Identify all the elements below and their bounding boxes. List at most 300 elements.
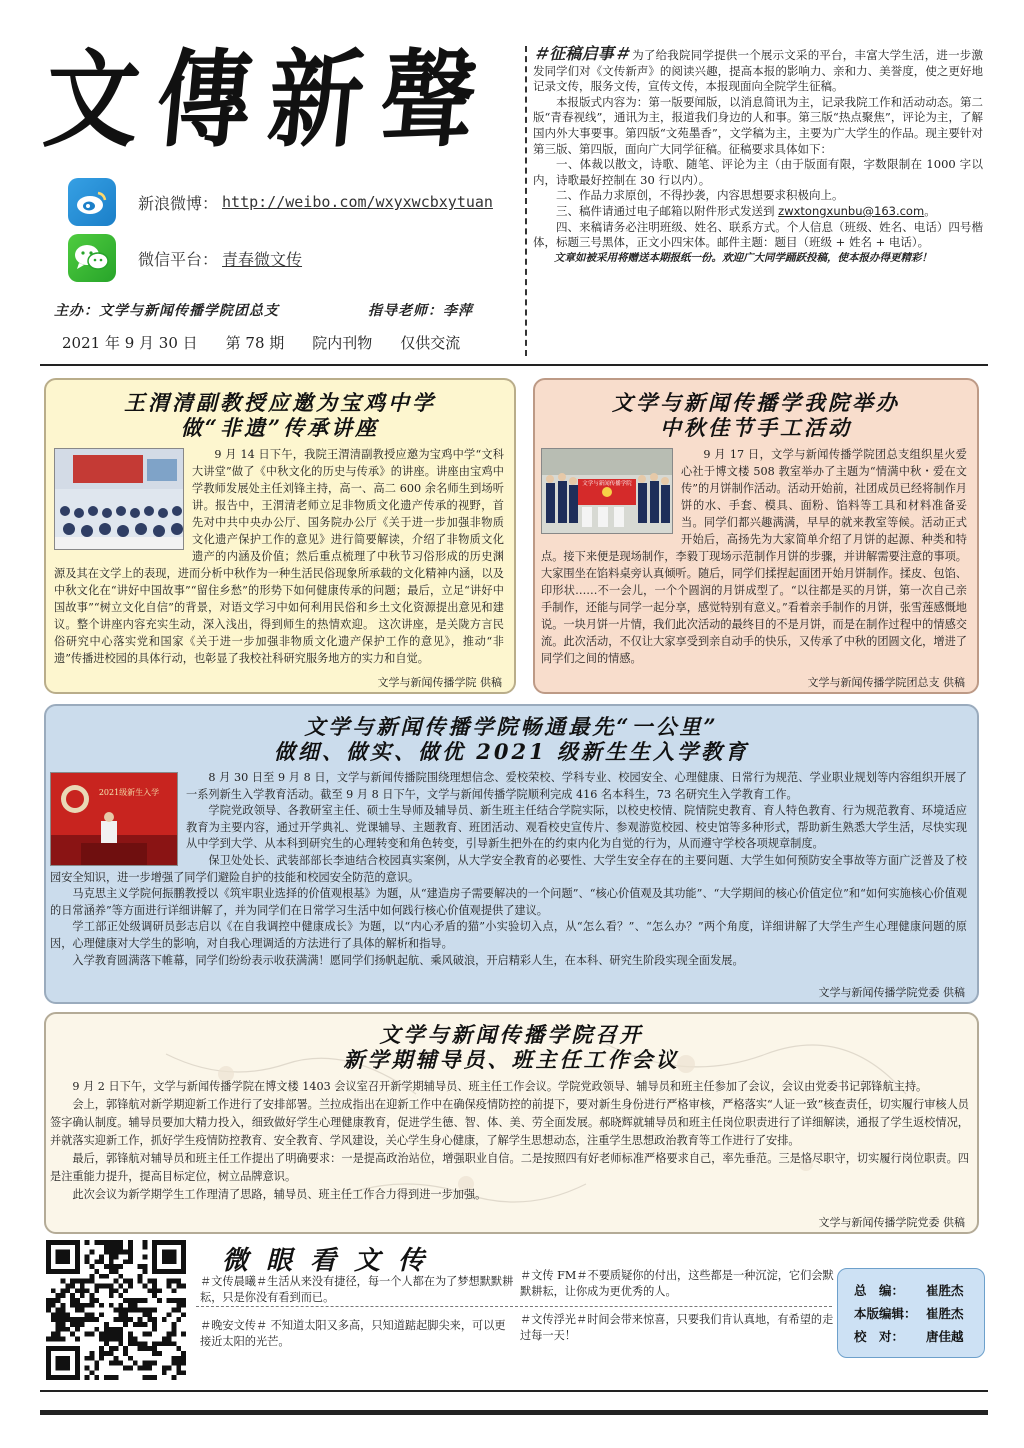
weibo-row	[68, 178, 493, 226]
qr-module	[80, 1283, 85, 1288]
qr-module	[114, 1288, 119, 1293]
qr-module	[70, 1317, 75, 1322]
qr-module	[133, 1322, 138, 1327]
qr-module	[147, 1332, 152, 1337]
qr-module	[167, 1283, 172, 1288]
qr-module	[176, 1283, 181, 1288]
qr-module	[46, 1303, 51, 1308]
editors-box	[837, 1268, 985, 1358]
qr-module	[75, 1279, 80, 1284]
qr-module	[99, 1356, 104, 1361]
qr-module	[104, 1322, 109, 1327]
qr-module	[172, 1279, 177, 1284]
qr-module	[181, 1332, 186, 1337]
lecture-photo	[54, 448, 184, 550]
article-freshman-p2: 学院党政领导、各教研室主任、硕士生导师及辅导员、新生班主任结合学院实际，以校史校情、院情院史教育、育人特色教育、行为规范教育、环境适应教育为主要内容，通过开学典礼、党课辅导、主题教育、班团活动、观看校史宣传片、参观游览校园、校史馆等多种形式，帮助新生熟悉大学生活，尽快实现从中学到大学、从本科到研究生的心理转变和角色转变，引导新生把外在的约束内化为自觉的行为，从而遵守学校各项规章制度。	[186, 804, 967, 851]
qr-module	[70, 1322, 75, 1327]
qr-module	[114, 1327, 119, 1332]
cfp-layout: 本报版式内容为：第一版要闻版，以消息简讯为主，记录我院工作和活动动态。第二版“青春视线”，通讯为主，报道我们身边的人和事。第三版“热点聚焦”，评论为主，了解国内外大事要事。第四版“文苑墨香”，文学稿为主，主要为广大学生的作品。现主要针对第三版、第四版，面向广大同学征稿。征稿要求具体如下：	[533, 94, 983, 156]
qr-module	[152, 1283, 157, 1288]
qr-module	[143, 1322, 148, 1327]
article-lecture-title-line2: 做“非遗”传承讲座	[180, 415, 380, 440]
qr-module	[114, 1254, 119, 1259]
qr-module	[147, 1279, 152, 1284]
qr-module	[94, 1259, 99, 1264]
qr-module	[162, 1341, 167, 1346]
qr-module	[70, 1332, 75, 1337]
editor-proof-row	[854, 1325, 984, 1348]
qr-module	[51, 1288, 56, 1293]
qr-module	[123, 1322, 128, 1327]
qr-module	[85, 1303, 90, 1308]
qr-module	[89, 1351, 94, 1356]
qr-module	[75, 1308, 80, 1313]
issue-info	[62, 332, 488, 353]
qr-module	[99, 1337, 104, 1342]
qr-module	[80, 1308, 85, 1313]
qr-module	[176, 1370, 181, 1375]
article-counselor-title-line1: 文学与新闻传播学院召开	[379, 1022, 644, 1047]
qr-module	[181, 1356, 186, 1361]
qr-module	[51, 1298, 56, 1303]
qr-module	[181, 1370, 186, 1375]
qr-module	[89, 1279, 94, 1284]
weibo-url-link[interactable]: http://weibo.com/wxyxwcbxytuan	[222, 193, 493, 211]
qr-module	[152, 1293, 157, 1298]
qr-module	[56, 1312, 61, 1317]
qr-module	[143, 1375, 148, 1380]
editor-proof-name: 唐佳越	[926, 1329, 964, 1344]
qr-module	[109, 1361, 114, 1366]
qr-module	[138, 1346, 143, 1351]
qr-module	[143, 1332, 148, 1337]
cfp-req-4: 四、来稿请务必注明班级、姓名、联系方式。个人信息（班级、姓名、电话）四号楷体，标题三号黑体，正文小四宋体。邮件主题：题目（班级 + 姓名 + 电话）。	[533, 219, 983, 250]
qr-module	[65, 1327, 70, 1332]
qr-module	[56, 1308, 61, 1313]
qr-module	[114, 1346, 119, 1351]
qr-module	[85, 1366, 90, 1371]
qr-module	[118, 1264, 123, 1269]
qr-module	[60, 1322, 65, 1327]
qr-module	[60, 1337, 65, 1342]
qr-module	[89, 1264, 94, 1269]
article-lecture	[44, 378, 516, 694]
qr-module	[118, 1312, 123, 1317]
qr-module	[176, 1303, 181, 1308]
qr-module	[109, 1293, 114, 1298]
cfp-title: ＃征稿启事＃	[533, 44, 631, 63]
qr-module	[85, 1356, 90, 1361]
qr-module	[109, 1351, 114, 1356]
header-divider	[40, 364, 988, 366]
qr-code	[44, 1240, 188, 1380]
cfp-req-3	[533, 204, 983, 220]
qr-module	[118, 1341, 123, 1346]
qr-module	[99, 1303, 104, 1308]
qr-module	[75, 1298, 80, 1303]
qr-module	[109, 1332, 114, 1337]
qr-module	[89, 1274, 94, 1279]
qr-module	[143, 1366, 148, 1371]
qr-module	[114, 1240, 119, 1245]
qr-module	[128, 1298, 133, 1303]
qr-module	[128, 1259, 133, 1264]
qr-module	[109, 1288, 114, 1293]
qr-module	[128, 1337, 133, 1342]
article-counselor-p1: 9 月 2 日下午，文学与新闻传播学院在博文楼 1403 会议室召开新学期辅导员、班主任工作会议。学院党政领导、辅导员和班主任参加了会议，会议由党委书记郭锋航主持。	[72, 1080, 928, 1093]
cfp-reward: 文章如被采用将赠送本期报纸一份。欢迎广大同学踊跃投稿，使本报办得更精彩！	[554, 251, 932, 264]
qr-module	[152, 1308, 157, 1313]
qr-module	[138, 1366, 143, 1371]
qr-module	[172, 1327, 177, 1332]
qr-module	[104, 1264, 109, 1269]
footer-rule-thin	[40, 1390, 988, 1392]
qr-module	[118, 1332, 123, 1337]
qr-module	[89, 1370, 94, 1375]
qr-module	[128, 1240, 133, 1245]
qr-module	[80, 1317, 85, 1322]
qr-module	[85, 1317, 90, 1322]
qr-module	[99, 1346, 104, 1351]
weiyan-quote-fm: ＃文传 FM＃不要质疑你的付出，这些都是一种沉淀，它们会默默耕耘，让你成为更优秀的人。	[520, 1269, 834, 1298]
article-midautumn-body	[535, 440, 977, 667]
sponsor: 主办：文学与新闻传播学院团总支	[54, 303, 279, 319]
qr-module	[94, 1298, 99, 1303]
qr-module	[99, 1351, 104, 1356]
qr-module	[70, 1279, 75, 1284]
qr-module	[133, 1337, 138, 1342]
article-counselor-title-line2: 新学期辅导员、班主任工作会议	[343, 1047, 680, 1072]
qr-module	[176, 1298, 181, 1303]
publication-scope: 院内刊物	[312, 334, 373, 352]
qr-module	[94, 1375, 99, 1380]
qr-module	[104, 1337, 109, 1342]
qr-module	[56, 1298, 61, 1303]
qr-module	[75, 1288, 80, 1293]
qr-module	[60, 1288, 65, 1293]
qr-module	[114, 1279, 119, 1284]
submission-email-link[interactable]: zwxtongxunbu@163.com	[778, 203, 925, 218]
article-counselor-credit: 文学与新闻传播学院党委 供稿	[818, 1216, 965, 1229]
qr-module	[109, 1337, 114, 1342]
qr-module	[85, 1259, 90, 1264]
qr-module	[89, 1312, 94, 1317]
article-counselor-p3: 最后，郭锋航对辅导员和班主任工作提出了明确要求：一是提高政治站位，增强职业自信。二是按照四有好老师标准严格要求自己，率先垂范。三是恪尽职守，切实履行岗位职责。四是注重能力提升，提高目标定位，树立品牌意识。	[50, 1152, 969, 1183]
qr-module	[138, 1279, 143, 1284]
qr-module	[109, 1283, 114, 1288]
qr-module	[167, 1332, 172, 1337]
qr-module	[104, 1341, 109, 1346]
qr-module	[143, 1341, 148, 1346]
weiyan-divider	[196, 1306, 832, 1307]
qr-module	[167, 1298, 172, 1303]
qr-module	[65, 1317, 70, 1322]
qr-module	[128, 1279, 133, 1284]
qr-module	[109, 1269, 114, 1274]
qr-module	[118, 1250, 123, 1255]
qr-module	[176, 1317, 181, 1322]
qr-module	[167, 1312, 172, 1317]
weiyan-quote-morning: ＃文传晨曦＃生活从来没有捷径，每一个人都在为了梦想默默耕耘，只是你没有看到而已。	[200, 1275, 514, 1304]
qr-module	[133, 1308, 138, 1313]
cfp-intro-paragraph	[533, 46, 983, 95]
wechat-account-link[interactable]: 青春微文传	[222, 249, 303, 269]
qr-module	[157, 1298, 162, 1303]
article-freshman-p5: 学工部正处级调研员彭志启以《在自我调控中健康成长》为题，以“内心矛盾的猫”小实验切入点，从“怎么看？”、“怎么办？”两个角度，详细讲解了大学生产生心理健康问题的原因，心理健康对大学生的影响，对自我心理调适的方法进行了具体的解析和指导。	[50, 920, 967, 950]
qr-module	[123, 1298, 128, 1303]
qr-module	[80, 1293, 85, 1298]
qr-module	[56, 1332, 61, 1337]
qr-module	[128, 1303, 133, 1308]
circulation-note: 仅供交流	[400, 334, 461, 352]
editor-chief-row	[854, 1279, 984, 1302]
qr-module	[75, 1317, 80, 1322]
article-freshman-p3: 保卫处处长、武装部部长李迪结合校园真实案例，从大学安全教育的必要性、大学生安全存在的主要问题、大学生如何预防安全事故等方面广泛普及了校园安全知识，进一步增强了同学们避险自护的技能和校园安全防范的意识。	[50, 853, 967, 884]
editor-chief-name: 崔胜杰	[926, 1283, 964, 1298]
qr-module	[181, 1283, 186, 1288]
qr-module	[172, 1375, 177, 1380]
article-lecture-credit: 文学与新闻传播学院 供稿	[377, 676, 502, 689]
article-midautumn-title-line1: 文学与新闻传播学我院举办	[612, 390, 900, 415]
qr-module	[118, 1293, 123, 1298]
qr-module	[94, 1317, 99, 1322]
article-midautumn-credit: 文学与新闻传播学院团总支 供稿	[807, 676, 965, 689]
qr-module	[138, 1322, 143, 1327]
qr-module	[104, 1274, 109, 1279]
qr-module	[152, 1327, 157, 1332]
masthead	[39, 39, 520, 356]
qr-module	[104, 1327, 109, 1332]
qr-module	[89, 1298, 94, 1303]
weiyan-quote-light: ＃文传浮光＃时间会带来惊喜，只要我们肯认真地，有希望的走过每一天！	[520, 1313, 834, 1342]
qr-module	[109, 1327, 114, 1332]
qr-module	[167, 1279, 172, 1284]
article-freshman-p1: 8 月 30 日至 9 月 8 日，文学与新闻传播院围绕理想信念、爱校荣校、学科专业、校园安全、心理健康、日常行为规范、学业职业规划等内容组织开展了一系列新生入学教育活动。截至 9 月 8 日下午，文学与新闻传播学院顺利完成 416 名本科生，73 名研究生入学教育工作。	[186, 771, 967, 801]
qr-module	[60, 1303, 65, 1308]
qr-module	[104, 1245, 109, 1250]
qr-module	[85, 1312, 90, 1317]
qr-module	[56, 1293, 61, 1298]
qr-module	[60, 1317, 65, 1322]
qr-module	[56, 1337, 61, 1342]
qr-module	[147, 1346, 152, 1351]
qr-module	[123, 1317, 128, 1322]
qr-module	[46, 1308, 51, 1313]
freshman-banner-text: 2021级新生入学	[98, 788, 160, 797]
qr-module	[114, 1245, 119, 1250]
editor-layout-label: 本版编辑：	[854, 1306, 917, 1321]
qr-module	[152, 1317, 157, 1322]
qr-module	[70, 1283, 75, 1288]
qr-module	[152, 1361, 157, 1366]
qr-module	[114, 1269, 119, 1274]
qr-module	[114, 1317, 119, 1322]
wechat-label: 微信平台：	[138, 249, 219, 269]
qr-module	[123, 1259, 128, 1264]
qr-module	[176, 1361, 181, 1366]
weiyan-quote-goodnight: ＃晚安文传＃ 不知道太阳又多高，只知道踮起脚尖来，可以更接近太阳的光芒。	[200, 1319, 506, 1348]
qr-module	[152, 1351, 157, 1356]
qr-module	[114, 1375, 119, 1380]
footer-rule-thick	[40, 1410, 988, 1415]
qr-module	[143, 1245, 148, 1250]
qr-module	[51, 1332, 56, 1337]
qr-module	[172, 1361, 177, 1366]
qr-module	[114, 1361, 119, 1366]
qr-module	[70, 1303, 75, 1308]
qr-module	[118, 1361, 123, 1366]
qr-module	[114, 1332, 119, 1337]
qr-module	[114, 1308, 119, 1313]
qr-module	[94, 1366, 99, 1371]
qr-module	[128, 1332, 133, 1337]
qr-module	[138, 1308, 143, 1313]
qr-module	[143, 1264, 148, 1269]
qr-module	[94, 1240, 99, 1245]
article-lecture-title	[46, 390, 514, 440]
qr-module	[157, 1341, 162, 1346]
qr-module	[162, 1337, 167, 1342]
qr-module	[109, 1346, 114, 1351]
qr-module	[56, 1317, 61, 1322]
qr-module	[123, 1279, 128, 1284]
article-freshman-body	[46, 764, 977, 969]
cfp-req-1: 一、体裁以散文，诗歌、随笔、评论为主（由于版面有限，字数限制在 1000 字以内，诗歌最好控制在 30 行以内）。	[533, 157, 983, 187]
article-counselor-body	[46, 1072, 977, 1204]
qr-module	[172, 1322, 177, 1327]
qr-module	[51, 1312, 56, 1317]
qr-module	[123, 1312, 128, 1317]
qr-module	[133, 1341, 138, 1346]
qr-module	[162, 1366, 167, 1371]
qr-module	[128, 1254, 133, 1259]
qr-module	[89, 1356, 94, 1361]
qr-module	[172, 1332, 177, 1337]
weibo-icon	[68, 178, 116, 226]
qr-module	[152, 1279, 157, 1284]
wechat-icon	[68, 234, 116, 282]
qr-module	[147, 1317, 152, 1322]
qr-module	[181, 1351, 186, 1356]
qr-module	[118, 1245, 123, 1250]
qr-module	[143, 1298, 148, 1303]
qr-module	[172, 1308, 177, 1313]
qr-module	[172, 1288, 177, 1293]
qr-module	[133, 1361, 138, 1366]
cfp-req-3-suffix: 。	[924, 203, 936, 218]
cfp-req-2: 二、作品力求原创，不得抄袭，内容思想要求积极向上。	[556, 188, 844, 203]
qr-module	[147, 1308, 152, 1313]
qr-code-image	[44, 1240, 188, 1380]
qr-module	[138, 1264, 143, 1269]
qr-module	[128, 1283, 133, 1288]
qr-module	[56, 1327, 61, 1332]
qr-module	[89, 1250, 94, 1255]
qr-module	[104, 1283, 109, 1288]
qr-module	[109, 1250, 114, 1255]
qr-module	[94, 1361, 99, 1366]
article-freshman-education	[44, 704, 979, 1004]
qr-module	[65, 1312, 70, 1317]
qr-module	[85, 1279, 90, 1284]
qr-module	[104, 1375, 109, 1380]
qr-module	[109, 1254, 114, 1259]
qr-module	[109, 1240, 114, 1245]
qr-module	[114, 1337, 119, 1342]
qr-module	[109, 1375, 114, 1380]
qr-module	[152, 1322, 157, 1327]
qr-module	[51, 1303, 56, 1308]
qr-module	[128, 1245, 133, 1250]
qr-module	[118, 1283, 123, 1288]
article-freshman-title	[46, 714, 977, 764]
article-lecture-title-line1: 王渭清副教授应邀为宝鸡中学	[124, 390, 436, 415]
wechat-row	[68, 234, 302, 282]
qr-module	[60, 1279, 65, 1284]
qr-module	[138, 1298, 143, 1303]
article-midautumn	[533, 378, 979, 694]
qr-module	[123, 1288, 128, 1293]
qr-module	[75, 1303, 80, 1308]
qr-module	[99, 1283, 104, 1288]
article-counselor-p2: 会上，郭锋航对新学期迎新工作进行了安排部署。兰拉成指出在迎新工作中在确保疫情防控的前提下，要对新生身份进行严格审核，严格落实“人证一致”核查责任，切实履行审核人员签字确认制度。辅导员要加大精力投入，细致做好学生心理健康教育，促进学生德、智、体、美、劳全面发展。郝晓辉就辅导员和班主任岗位职责进行了详细解读，通报了学生返校情况，并就落实迎新工作，抓好学生疫情防控教育、安全教育、学风建设，关心学生身心健康，了解学生思想动态，注重学生思想政治教育等工作进行了安排。	[50, 1098, 969, 1147]
qr-module	[85, 1375, 90, 1380]
qr-module	[118, 1337, 123, 1342]
qr-module	[56, 1322, 61, 1327]
qr-module	[123, 1308, 128, 1313]
qr-module	[181, 1303, 186, 1308]
qr-module	[75, 1337, 80, 1342]
qr-module	[80, 1288, 85, 1293]
qr-module	[60, 1308, 65, 1313]
qr-module	[104, 1351, 109, 1356]
qr-module	[46, 1337, 51, 1342]
article-freshman-title-line2: 做细、做实、做优 2021 级新生生入学教育	[273, 739, 750, 764]
qr-module	[176, 1308, 181, 1313]
qr-module	[172, 1298, 177, 1303]
qr-module	[65, 1283, 70, 1288]
qr-module	[60, 1327, 65, 1332]
qr-module	[167, 1366, 172, 1371]
qr-module	[123, 1366, 128, 1371]
cfp-req-3-prefix: 三、稿件请通过电子邮箱以附件形式发送到	[556, 203, 775, 218]
qr-module	[60, 1312, 65, 1317]
qr-module	[181, 1298, 186, 1303]
qr-module	[152, 1341, 157, 1346]
qr-module	[99, 1240, 104, 1245]
qr-module	[167, 1337, 172, 1342]
qr-module	[181, 1312, 186, 1317]
advisor: 指导老师：李萍	[368, 303, 473, 319]
cfp-intro: 为了给我院同学提供一个展示文采的平台，丰富大学生活，进一步激发同学们对《文传新声》的阅读兴趣，提高本报的影响力、亲和力、美誉度，使之更好地记录文传，服务文传，宣传文传，本报现面向全院学生征稿。	[533, 48, 983, 94]
qr-module	[89, 1293, 94, 1298]
qr-module	[128, 1341, 133, 1346]
issue-date: 2021 年 9 月 30 日	[62, 334, 198, 352]
qr-module	[94, 1283, 99, 1288]
qr-module	[118, 1274, 123, 1279]
qr-module	[147, 1288, 152, 1293]
qr-module	[128, 1317, 133, 1322]
qr-module	[109, 1264, 114, 1269]
qr-module	[181, 1361, 186, 1366]
qr-module	[51, 1317, 56, 1322]
qr-module	[109, 1245, 114, 1250]
qr-module	[133, 1298, 138, 1303]
qr-module	[99, 1259, 104, 1264]
qr-module	[80, 1303, 85, 1308]
qr-module	[89, 1303, 94, 1308]
qr-module	[99, 1274, 104, 1279]
